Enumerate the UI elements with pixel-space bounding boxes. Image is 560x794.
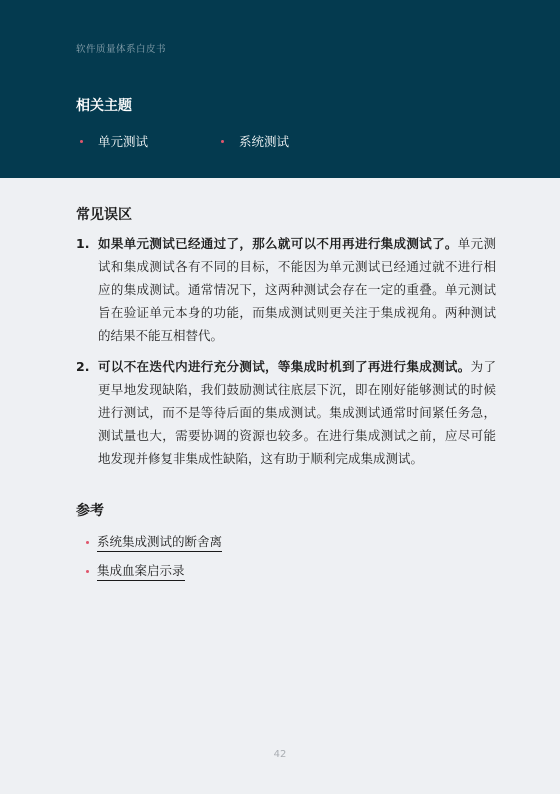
reference-item — [86, 532, 222, 552]
reference-link[interactable]: 系统集成测试的断舍离 — [97, 532, 222, 552]
bullet-dot-icon — [221, 140, 224, 143]
item-body — [98, 232, 496, 347]
page-number: 42 — [273, 749, 287, 760]
item-number: 2. — [76, 359, 90, 374]
bullet-dot-icon — [80, 140, 83, 143]
item-body — [98, 355, 496, 470]
bullet-dot-icon — [86, 570, 89, 573]
related-topic-system-test[interactable] — [221, 132, 289, 150]
document-label: 软件质量体系白皮书 — [76, 44, 167, 55]
related-topic-label: 系统测试 — [239, 134, 290, 149]
related-topic-unit-test[interactable] — [80, 132, 148, 150]
item-explanation: 单元测试和集成测试各有不同的目标，不能因为单元测试已经通过就不进行相应的集成测试。通常情况下，这两种测试会存在一定的重叠。单元测试旨在验证单元本身的功能，而集成测试则更关注于集成视角。两种测试的结果不能互相替代。 — [98, 236, 496, 343]
header-banner — [0, 0, 560, 178]
reference-link[interactable]: 集成血案启示录 — [97, 561, 185, 581]
references-title: 参考 — [76, 503, 104, 519]
misconceptions-title: 常见误区 — [76, 207, 132, 223]
misconception-item — [76, 232, 496, 347]
reference-item — [86, 561, 222, 581]
misconceptions-list — [76, 232, 496, 478]
bullet-dot-icon — [86, 541, 89, 544]
related-topics-list — [0, 132, 560, 152]
related-topic-label: 单元测试 — [98, 134, 149, 149]
misconception-item — [76, 355, 496, 470]
related-topics-title: 相关主题 — [76, 98, 132, 114]
item-number: 1. — [76, 236, 90, 251]
item-explanation: 为了更早地发现缺陷，我们鼓励测试往底层下沉，即在刚好能够测试的时候进行测试，而不是等待后面的集成测试。集成测试通常时间紧任务急，测试量也大，需要协调的资源也较多。在进行集成测试之前，应尽可能地发现并修复非集成性缺陷，这有助于顺利完成集成测试。 — [98, 359, 496, 466]
item-headline: 如果单元测试已经通过了，那么就可以不用再进行集成测试了。 — [98, 236, 458, 251]
item-headline: 可以不在迭代内进行充分测试，等集成时机到了再进行集成测试。 — [98, 359, 471, 374]
references-list — [86, 532, 222, 590]
